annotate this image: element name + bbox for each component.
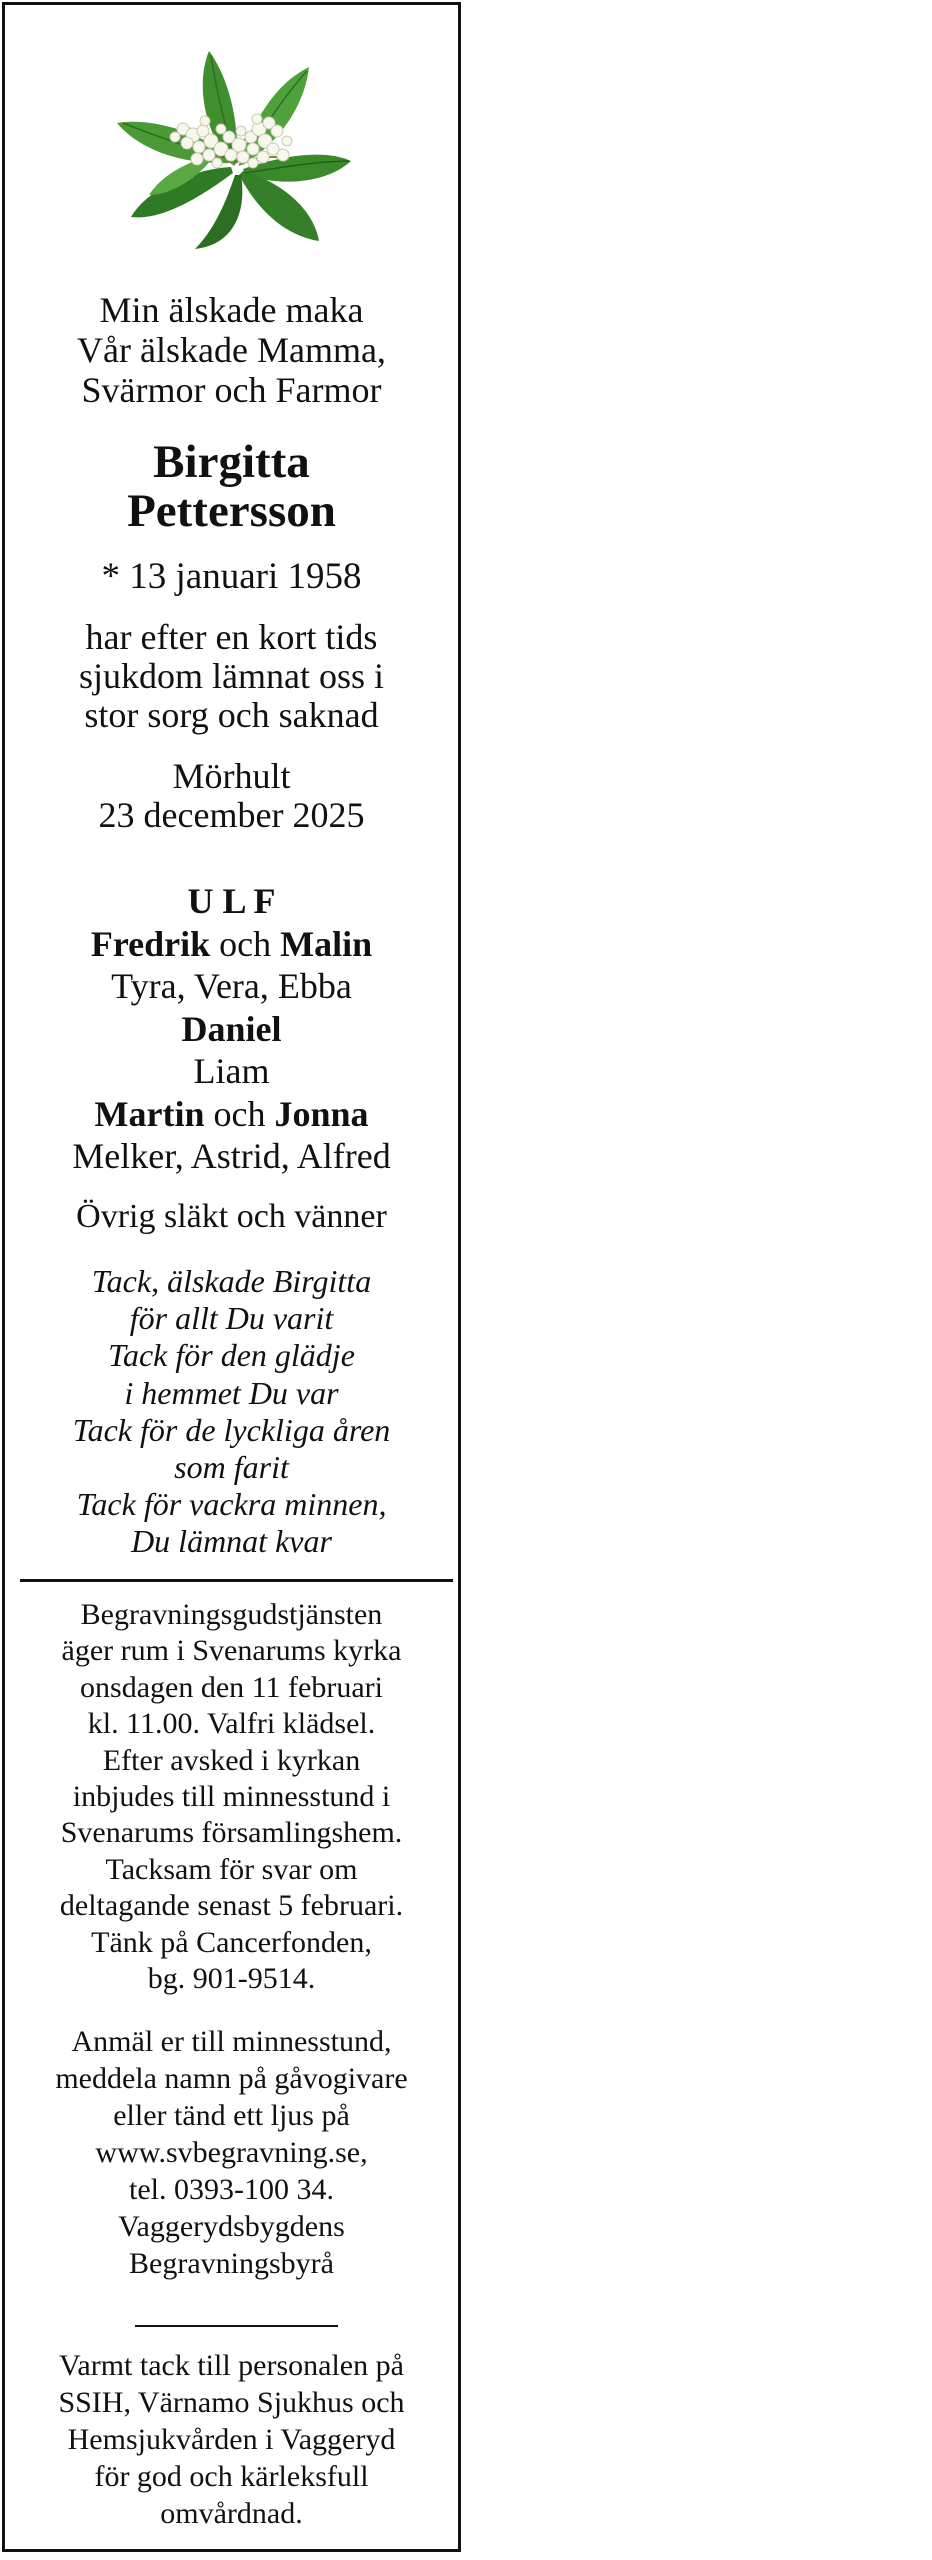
family-line: Tyra, Vera, Ebba — [111, 966, 352, 1006]
funeral-line: kl. 11.00. Valfri klädsel. — [87, 1707, 376, 1741]
departed-line: har efter en kort tids — [85, 617, 378, 657]
family-name: Martin — [94, 1093, 205, 1134]
funeral-line: äger rum i Svenarums kyrka — [61, 1634, 402, 1668]
family-line — [5, 1093, 458, 1136]
family-name: Jonna — [274, 1093, 369, 1134]
thanks-text — [5, 2347, 458, 2532]
memorial-line: Anmäl er till minnesstund, — [71, 2025, 392, 2058]
short-divider — [135, 2325, 338, 2327]
funeral-line: onsdagen den 11 februari — [80, 1670, 383, 1704]
family-line: Melker, Astrid, Alfred — [72, 1136, 391, 1176]
funeral-line: bg. 901-9514. — [147, 1962, 316, 1996]
family-connector: och — [204, 1093, 275, 1134]
lily-of-the-valley-bouquet-icon — [113, 45, 359, 255]
family-name: Malin — [280, 923, 373, 964]
memorial-line: meddela namn på gåvogivare — [55, 2062, 408, 2095]
funeral-line: Tacksam för svar om — [105, 1852, 358, 1886]
funeral-info — [5, 1597, 458, 1997]
family-connector: och — [210, 923, 281, 964]
memorial-line: tel. 0393-100 34. — [129, 2173, 334, 2206]
departed-text — [5, 618, 458, 735]
funeral-line: Efter avsked i kyrkan — [102, 1743, 361, 1777]
death-notice — [2, 2, 461, 2552]
place-and-date — [5, 757, 458, 835]
poem-line: Tack för vackra minnen, — [76, 1486, 387, 1523]
poem-line: Du lämnat kvar — [131, 1523, 332, 1560]
birth-date: * 13 januari 1958 — [101, 556, 362, 597]
intro-text — [5, 290, 458, 410]
death-date: 23 december 2025 — [98, 795, 365, 835]
deceased-name — [5, 438, 458, 536]
funeral-line: Begravningsgudstjänsten — [80, 1598, 383, 1631]
place: Mörhult — [172, 756, 291, 796]
memorial-info — [5, 2023, 458, 2282]
memorial-line: Begravningsbyrå — [129, 2247, 334, 2280]
intro-line: Svärmor och Farmor — [81, 370, 382, 410]
intro-line: Vår älskade Mamma, — [77, 330, 386, 370]
family-line — [5, 1008, 458, 1051]
funeral-line: inbjudes till minnesstund i — [72, 1780, 391, 1814]
thanks-line: omvårdnad. — [160, 2497, 303, 2530]
poem-line: Tack för den glädje — [108, 1337, 355, 1374]
departed-line: stor sorg och saknad — [84, 695, 379, 735]
poem-line: Tack, älskade Birgitta — [91, 1263, 372, 1299]
family-line: Liam — [193, 1051, 270, 1091]
thanks-line: Varmt tack till personalen på — [59, 2349, 404, 2382]
family-name: Daniel — [181, 1008, 282, 1049]
family-list — [5, 880, 458, 1178]
memorial-line: www.svbegravning.se, — [95, 2136, 368, 2169]
memorial-line: Vaggerydsbygdens — [118, 2210, 345, 2243]
last-name: Pettersson — [127, 485, 336, 537]
funeral-line: Tänk på Cancerfonden, — [91, 1925, 372, 1959]
poem-line: i hemmet Du var — [124, 1374, 339, 1411]
intro-line: Min älskade maka — [99, 290, 364, 330]
thanks-line: Hemsjukvården i Vaggeryd — [67, 2423, 396, 2456]
family-line — [5, 880, 458, 923]
family-name: Fredrik — [90, 923, 211, 964]
poem-line: för allt Du varit — [129, 1300, 334, 1337]
family-line — [5, 923, 458, 966]
poem-line: som farit — [174, 1449, 289, 1486]
poem — [5, 1263, 458, 1561]
departed-line: sjukdom lämnat oss i — [79, 656, 384, 696]
thanks-line: för god och kärleksfull — [94, 2460, 369, 2493]
funeral-line: Svenarums församlingshem. — [60, 1816, 403, 1850]
poem-line: Tack för de lyckliga åren — [72, 1411, 391, 1448]
memorial-line: eller tänd ett ljus på — [113, 2099, 350, 2132]
thanks-line: SSIH, Värnamo Sjukhus och — [58, 2386, 405, 2419]
first-name: Birgitta — [153, 436, 310, 488]
spouse-name: U L F — [187, 881, 276, 921]
funeral-line: deltagande senast 5 februari. — [59, 1889, 404, 1923]
divider — [20, 1579, 453, 1582]
relatives-text: Övrig släkt och vänner — [76, 1198, 387, 1235]
